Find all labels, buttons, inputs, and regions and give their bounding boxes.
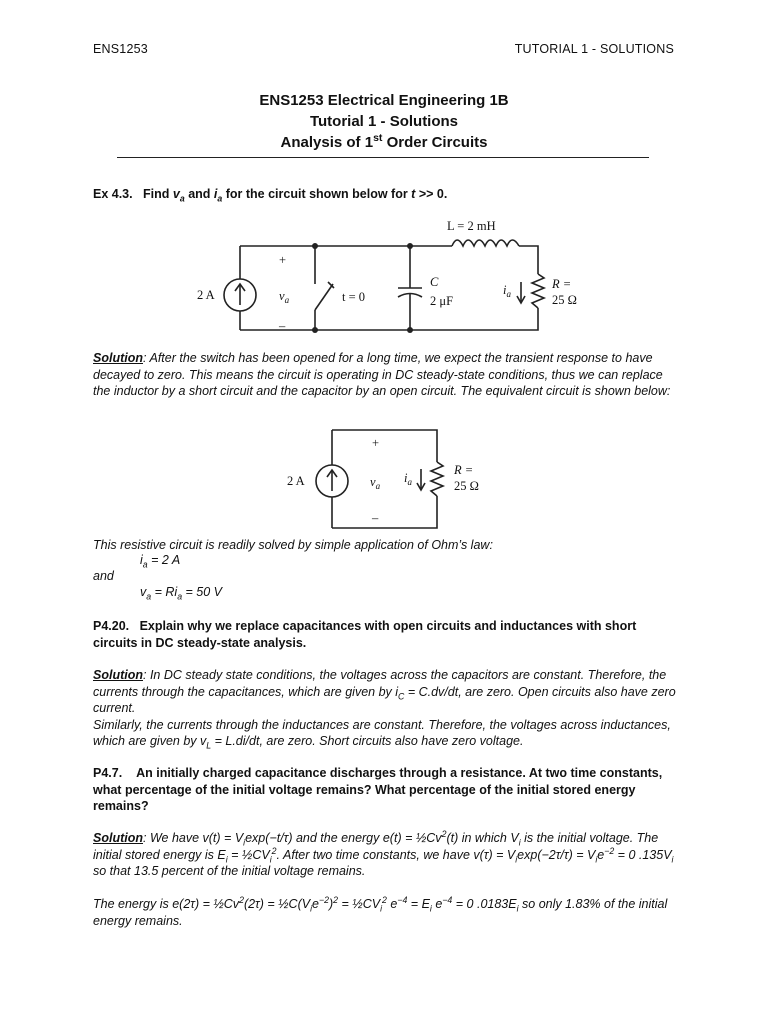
source-label-2: 2 A — [287, 474, 305, 488]
source-label: 2 A — [197, 288, 215, 302]
equation-va: $v_a = Ri_a = 50$ V — [140, 585, 223, 602]
p420-question: P4.20. Explain why we replace capacitances with open circuits and inductances with short circuits in DC steady-state analysis. — [93, 619, 637, 650]
header-doc-title: TUTORIAL 1 - SOLUTIONS — [514, 42, 674, 56]
header-course-code: ENS1253 — [93, 42, 148, 56]
inductor-label: L = 2 mH — [447, 219, 496, 233]
title-block — [0, 90, 768, 153]
minus-sign-2: – — [372, 511, 379, 525]
p420-solution: Solution: In DC steady state conditions, the voltages across the capacitors are constant. Therefore, the currents through the capacitances, which are given by $i_C = C.dv/dt$, are zero. Open circuits also have zero current. Similarly, the currents through the inductances are constant. Therefore, the voltages across inductances, which are given by $v_L = L.di/dt$, are zero. Short circuits also have zero voltage. — [93, 668, 676, 751]
resistor-value: 25 Ω — [552, 293, 577, 307]
title-line-3: Analysis of 1st Order Circuits — [280, 132, 488, 151]
p47-energy: The energy is $e(2\tau) = \frac{1}{2}Cv^2(2\tau)$ = $\frac{1}{2}C(V_ie^{-2})^2$ = $\frac{1}{2}CV_i^2$ $e^{-4} = E_i$ $e^{-4} = 0$ $.0183E_i$ so only 1.83% of the initial energy remains. — [93, 894, 668, 928]
plus-sign-2: + — [372, 436, 380, 450]
minus-sign: – — [279, 319, 286, 333]
resistor-label: R = — [552, 277, 572, 291]
cap-value: 2 μF — [430, 294, 454, 308]
resistor-value-2: 25 Ω — [454, 479, 479, 493]
ohm-intro: This resistive circuit is readily solved by simple application of Ohm’s law: — [93, 538, 493, 552]
switch-label: t = 0 — [342, 290, 366, 304]
title-line-2: Tutorial 1 - Solutions — [309, 113, 459, 130]
p47-solution: Solution: We have $v(t) = V_i\exp(-t/\tau)$ and the energy $e(t) = \frac{1}{2}Cv^2(t)$ in which $V_i$ is the initial voltage. The initial stored energy is $E_i$ = $\frac{1}{2}CV_i^2$. After two time constants, we have $v(\tau) = V_i\exp(-2\tau/\tau) = V_ie^{-2} = 0$ $.135V_i$ so that 13.5 percent of the initial voltage remains. — [93, 828, 674, 878]
title-line-1: ENS1253 Electrical Engineering 1B — [259, 92, 509, 109]
and-word: and — [93, 569, 114, 583]
circuit-diagram-1 — [180, 212, 590, 347]
circuit-diagram-2 — [270, 424, 479, 534]
title-rule — [117, 157, 649, 158]
ia-label: $i_a$ — [503, 283, 511, 299]
solution-1: Solution: After the switch has been opened for a long time, we expect the transient response to have decayed to zero. This means the circuit is operating in DC steady-state conditions, thus we can replace the inductor by a short circuit and the capacitor by an open circuit. The equivalent circuit is shown below: — [93, 351, 671, 398]
ia-label-2: $i_a$ — [404, 471, 412, 487]
resistor-label-2: R = — [454, 463, 474, 477]
equation-ia: $i_a = 2$ A — [140, 553, 181, 570]
ex43-question: Ex 4.3. Find $v_a$ and $i_a$ for the circuit shown below for t >> 0. — [93, 187, 448, 204]
va-label-2: $v_a$ — [370, 475, 381, 491]
plus-sign: + — [279, 253, 287, 267]
va-label: $v_a$ — [279, 289, 290, 305]
cap-c-label: C — [430, 275, 439, 289]
p47-question: P4.7. An initially charged capacitance discharges through a resistance. At two time constants, what percentage of the initial voltage remains? What percentage of the initial stored energy remains? — [93, 766, 663, 813]
